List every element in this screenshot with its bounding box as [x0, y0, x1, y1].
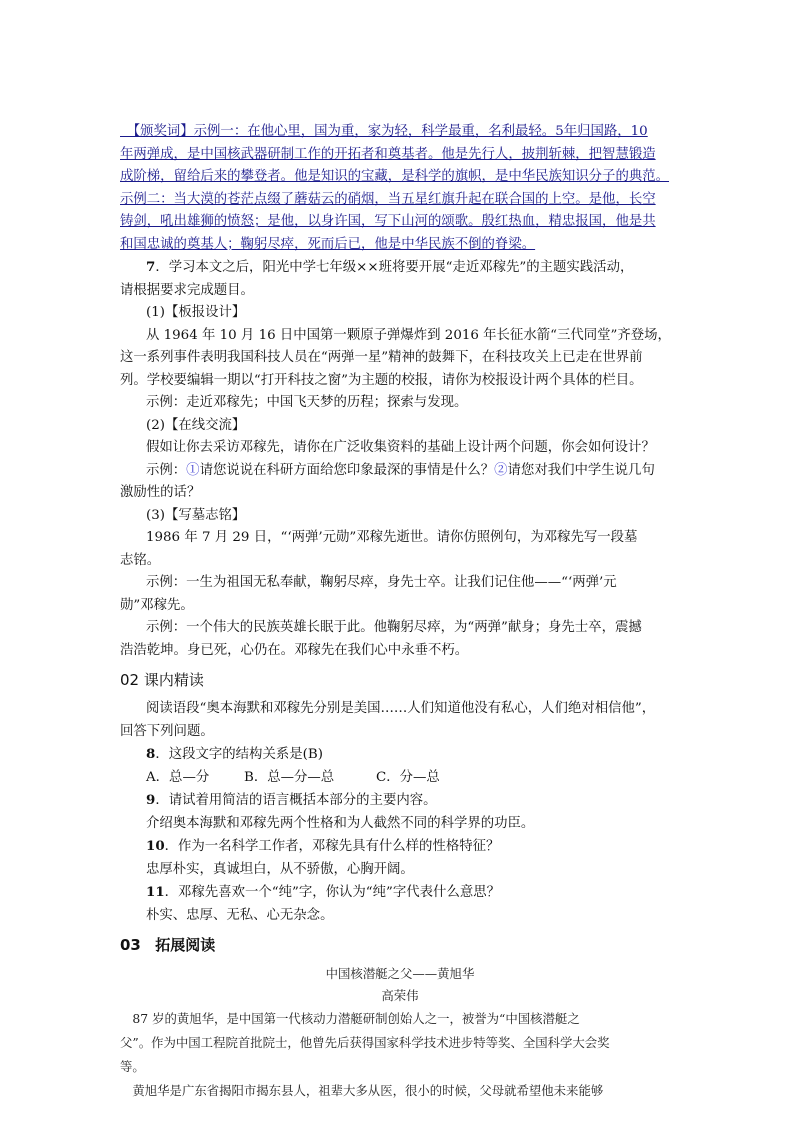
article-line-3: 等。 [120, 1059, 145, 1074]
sec2-intro-line-1: 阅读语段“奥本海默和邓稼先分别是美国……人们知道他没有私心，人们绝对相信他”， [146, 701, 656, 716]
article-title: 中国核潜艇之父——黄旭华 [325, 966, 475, 981]
q10-answer: 忠厚朴实，真诚坦白，从不骄傲，心胸开阔。 [146, 861, 414, 877]
q7-part2-answer-line-2: 激励性的话？ [120, 485, 201, 500]
award-line-3: 成阶梯，留给后来的攀登者。他是知识的宝藏，是科学的旗帜，是中华民族知识分子的典范。 [120, 169, 670, 184]
q7-part3-line-2: 志铭。 [120, 552, 161, 568]
q8-option-c: C．分—总 [376, 769, 440, 785]
question-11: 11．邓稼先喜欢一个“纯”字，你认为“纯”字代表什么意思？ [146, 884, 501, 900]
q7-part1-head: (1)【板报设计】 [146, 305, 246, 320]
document-page [120, 121, 680, 1103]
award-line-5: 铸剑，吼出雄狮的愤怒；是他，以身许国，写下山河的颂歌。殷红热血，精忠报国，他是共 [120, 214, 656, 229]
q7-part3-head: (3)【写墓志铭】 [146, 507, 246, 523]
sec2-intro-line-2: 回答下列问题。 [120, 723, 214, 739]
q7-part3-example1-line-1: 示例：一生为祖国无私奉献，鞠躬尽瘁，身先士卒。让我们记住他——“‘两弹’元 [146, 575, 617, 590]
question-7 [120, 256, 680, 662]
q7-part2-line-1: 假如让你去采访邓稼先，请你在广泛收集资料的基础上设计两个问题，你会如何设计？ [146, 440, 655, 455]
q7-line-2: 请根据要求完成题目。 [120, 282, 254, 298]
question-8: 8．这段文字的结构关系是(B) [146, 746, 323, 762]
article-line-1: 87 岁的黄旭华，是中国第一代核动力潜艇研制创始人之一，被誉为“中国核潜艇之 [120, 1011, 580, 1026]
award-line-4: 示例二：当大漠的苍茫点缀了蘑菇云的硝烟，当五星红旗升起在联合国的上空。是他，长空 [120, 191, 656, 207]
question-10: 10．作为一名科学工作者，邓稼先具有什么样的性格特征？ [146, 838, 500, 854]
q8-option-b: B．总—分—总 [244, 769, 335, 785]
section-02 [120, 698, 680, 927]
q7-part3-example2-line-2: 浩浩乾坤。身已死，心仍在。邓稼先在我们心中永垂不朽。 [120, 642, 469, 658]
q7-part1-line-3: 列。学校要编辑一期以“打开科技之窗”为主题的校报，请你为校报设计两个具体的栏目。 [120, 372, 643, 388]
article-line-2: 父”。作为中国工程院首批院士，他曾先后获得国家科学技术进步特等奖、全国科学大会奖 [120, 1035, 610, 1050]
q7-part2-answer: 示例：①请您说说在科研方面给您印象最深的事情是什么？②请您对我们中学生说几句 [146, 462, 655, 478]
award-line-6: 和国忠诚的奠基人；鞠躬尽瘁，死而后已，他是中华民族不倒的脊梁。 [120, 236, 536, 252]
article-author: 高荣伟 [381, 988, 419, 1003]
q7-part3-example2-line-1: 示例：一个伟大的民族英雄长眠于此。他鞠躬尽瘁，为“两弹”献身；身先士卒，震撼 [146, 620, 642, 635]
award-line-1: 【颁奖词】示例一：在他心里，国为重，家为轻，科学最重，名利最轻。5年归国路，10 [120, 124, 648, 139]
q9-answer: 介绍奥本海默和邓稼先两个性格和为人截然不同的科学界的功臣。 [146, 815, 535, 831]
q8-options [120, 767, 680, 790]
article-line-4: 黄旭华是广东省揭阳市揭东县人，祖辈大多从医，很小的时候，父母就希望他未来能够 [120, 1083, 604, 1098]
q7-part3-example1-line-2: 勋”邓稼先。 [120, 597, 194, 613]
q7-part1-answer: 示例：走近邓稼先；中国飞天梦的历程；探索与发现。 [146, 395, 468, 410]
article [120, 963, 680, 1103]
q7-part3-line-1: 1986 年 7 月 29 日，“‘两弹’元勋”邓稼先逝世。请你仿照例句，为邓稼先写一段墓 [146, 530, 638, 545]
q11-answer: 朴实、忠厚、无私、心无杂念。 [146, 907, 334, 923]
award-block [120, 121, 680, 256]
section-02-heading: 02 课内精读 [120, 671, 204, 689]
q7-part2-head: (2)【在线交流】 [146, 417, 246, 433]
q7-part1-line-1: 从 1964 年 10 月 16 日中国第一颗原子弹爆炸到 2016 年长征水箭“三代同堂”齐登场， [146, 327, 671, 343]
q7-part1-line-2: 这一系列事件表明我国科技人员在“两弹一星”精神的鼓舞下，在科技攻关上已走在世界前 [120, 350, 643, 365]
award-line-2: 年两弹成，是中国核武器研制工作的开拓者和奠基者。他是先行人，披荆斩棘，把智慧锻造 [120, 146, 656, 162]
q8-option-a: A．总—分 [146, 769, 210, 785]
question-9: 9．请试着用简洁的语言概括本部分的主要内容。 [146, 792, 437, 808]
q7-line-1: 7．学习本文之后，阳光中学七年级××班将要开展“走近邓稼先”的主题实践活动， [146, 259, 634, 275]
section-03-heading: 03 拓展阅读 [120, 936, 216, 954]
